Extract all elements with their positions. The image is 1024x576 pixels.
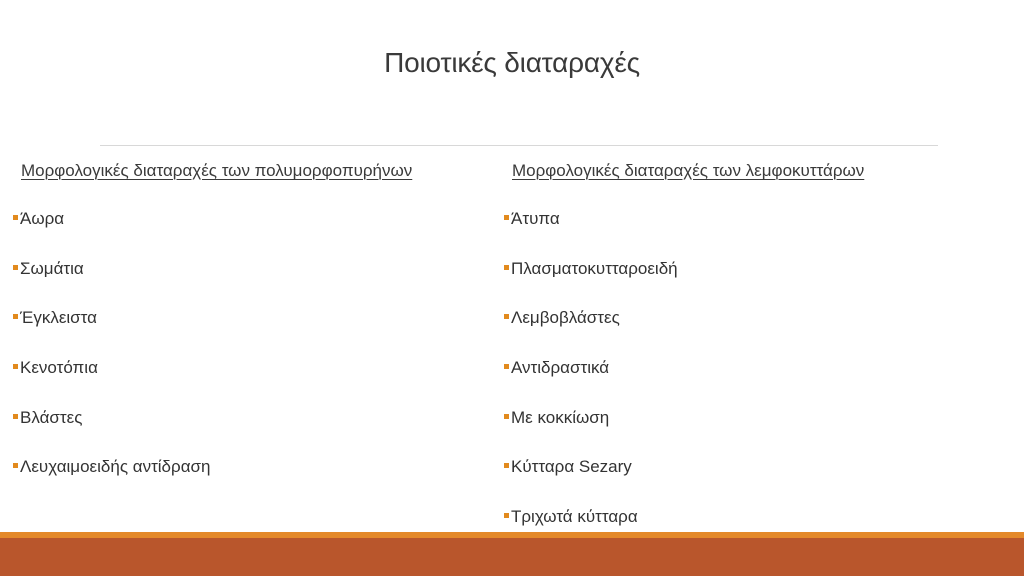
list-item-label: Βλάστες [20,407,83,427]
list-item [13,357,210,407]
list-item [13,407,210,457]
list-item-label: Κενοτόπια [20,358,98,378]
left-column-heading: Μορφολογικές διαταραχές των πολυμορφοπυρήνων [21,161,413,180]
list-item-label: Τριχωτά κύτταρα [511,507,638,527]
square-bullet-icon [504,215,509,220]
list-item [504,456,678,506]
list-item-label: Σωμάτια [20,258,84,278]
list-item-label: Λεμβοβλάστες [511,308,620,328]
list-item [504,357,678,407]
left-bullet-list [13,208,210,506]
list-item-label: Κύτταρα Sezary [511,457,632,477]
square-bullet-icon [504,513,509,518]
square-bullet-icon [504,414,509,419]
square-bullet-icon [13,364,18,369]
square-bullet-icon [13,314,18,319]
right-bullet-list [504,208,678,556]
list-item-label: Αντιδραστικά [511,358,610,378]
square-bullet-icon [13,463,18,468]
square-bullet-icon [504,364,509,369]
square-bullet-icon [504,463,509,468]
list-item [13,208,210,258]
square-bullet-icon [13,414,18,419]
right-column [511,160,865,527]
left-column [20,160,413,477]
footer-bar [0,538,1024,576]
list-item-label: Πλασματοκυτταροειδή [511,258,678,278]
square-bullet-icon [504,314,509,319]
list-item [504,258,678,308]
list-item [504,307,678,357]
list-item [504,407,678,457]
list-item [504,208,678,258]
list-item-label: Άωρα [20,209,65,228]
list-item-label: Έγκλειστα [20,308,97,328]
right-column-heading: Μορφολογικές διαταραχές των λεμφοκυττάρων [512,161,865,180]
list-item-label: Λευχαιμοειδής αντίδραση [20,457,211,477]
square-bullet-icon [13,265,18,270]
slide-title: Ποιοτικές διαταραχές [384,47,640,78]
title-divider [100,145,938,146]
list-item [13,258,210,308]
square-bullet-icon [504,265,509,270]
square-bullet-icon [13,215,18,220]
list-item-label: Άτυπα [511,209,560,228]
list-item [13,307,210,357]
list-item [13,456,210,506]
list-item-label: Με κοκκίωση [511,407,610,427]
